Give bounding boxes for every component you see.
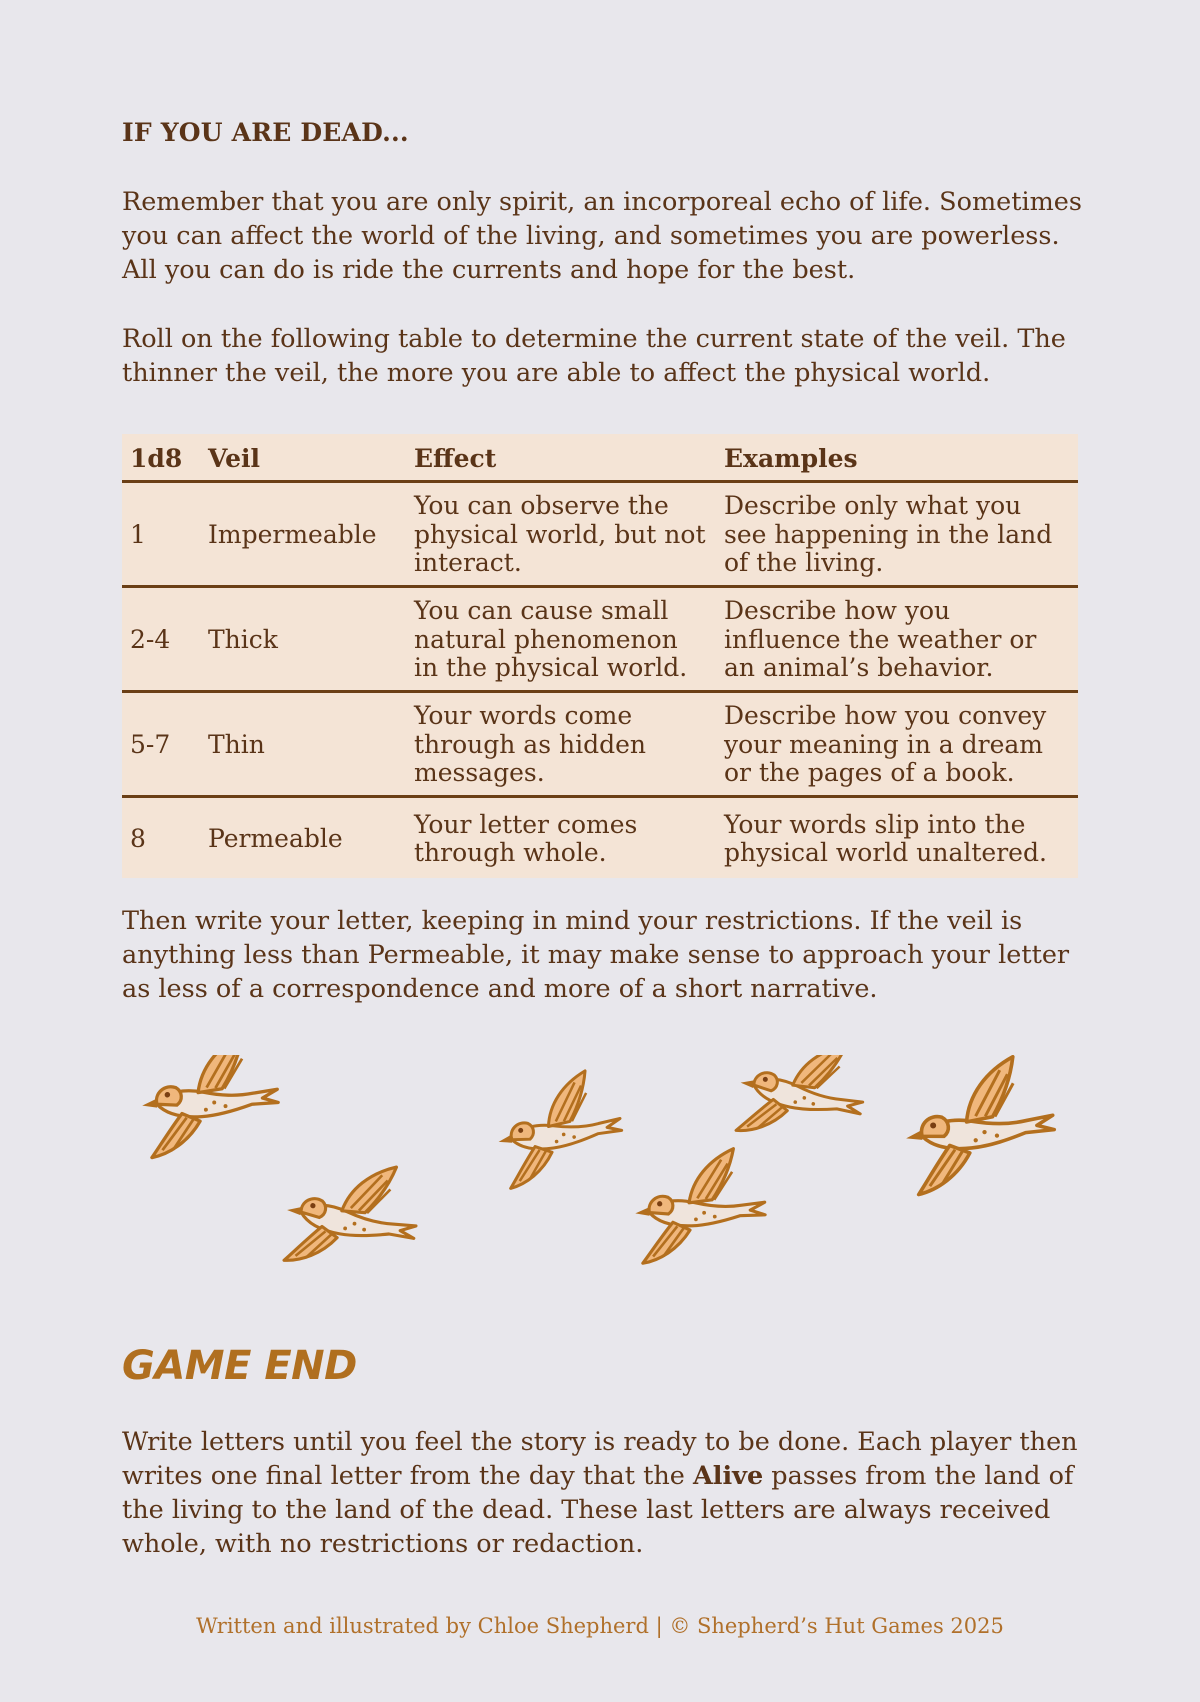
header-examples: Examples	[716, 434, 1078, 482]
table-row	[122, 797, 1078, 879]
cell-examples: Describe only what you see happening in the land of the living.	[716, 482, 1078, 587]
cell-effect: Your letter comes through whole.	[414, 809, 638, 867]
roll-instructions-paragraph: Roll on the following table to determine the current state of the veil. The thinner the veil, the more you are able to affect the physical world.	[122, 324, 1066, 388]
cell-effect: You can cause small natural phenomenon in the physical world.	[406, 587, 716, 692]
section-heading-dead: IF YOU ARE DEAD...	[122, 118, 409, 147]
cell-roll: 1	[122, 482, 200, 587]
cell-roll: 5-7	[122, 692, 200, 797]
game-end-text-end: passes from the land of the living to the land of the dead. These last letters are always received whole, with no restrictions or redaction.	[122, 1461, 1074, 1559]
bird-5	[734, 1055, 873, 1155]
header-veil: Veil	[200, 434, 406, 482]
intro-paragraph: Remember that you are only spirit, an incorporeal echo of life. Sometimes you can affect the world of the living, and sometimes you are powerless. All you can do is ride the currents and hope for the best.	[122, 187, 1082, 285]
cell-veil: Thin	[200, 692, 406, 797]
cell-roll: 8	[130, 823, 146, 853]
cell-roll: 2-4	[122, 587, 200, 692]
cell-examples: Describe how you convey your meaning in a dream or the pages of a book.	[716, 692, 1078, 797]
cell-veil: Thick	[200, 587, 406, 692]
header-effect: Effect	[406, 434, 716, 482]
letter-paragraph: Then write your letter, keeping in mind your restrictions. If the veil is anything less than Permeable, it may make sense to approach your letter as less of a correspondence and more of a short narrative.	[122, 906, 1070, 1004]
flying-birds-illustration	[140, 1055, 1080, 1295]
veil-table	[122, 434, 1078, 878]
game-end-paragraph	[122, 1425, 1082, 1561]
cell-examples: Describe how you influence the weather or an animal’s behavior.	[716, 587, 1078, 692]
game-end-text-start: Write letters until you feel the story is ready to be done. Each player then writes one final letter from the day that the	[122, 1427, 1078, 1491]
table-row	[122, 482, 1078, 587]
bird-2	[282, 1150, 425, 1281]
bird-6	[903, 1055, 1060, 1195]
alive-keyword: Alive	[692, 1461, 764, 1491]
game-end-heading: GAME END	[122, 1343, 357, 1389]
table-row	[122, 587, 1078, 692]
cell-effect: You can observe the physical world, but not interact.	[406, 482, 716, 587]
footer-credits: Written and illustrated by Chloe Shepherd | © Shepherd’s Hut Games 2025	[196, 1614, 1004, 1638]
header-roll: 1d8	[122, 434, 200, 482]
cell-veil: Permeable	[208, 823, 343, 853]
table-row	[122, 692, 1078, 797]
bird-4	[637, 1148, 767, 1264]
cell-examples: Your words slip into the physical world unaltered.	[724, 809, 1047, 867]
veil-table-header-row	[122, 434, 1078, 482]
cell-veil: Impermeable	[200, 482, 406, 587]
cell-effect: Your words come through as hidden messages.	[406, 692, 716, 797]
bird-1	[142, 1055, 282, 1158]
bird-3	[494, 1067, 628, 1189]
